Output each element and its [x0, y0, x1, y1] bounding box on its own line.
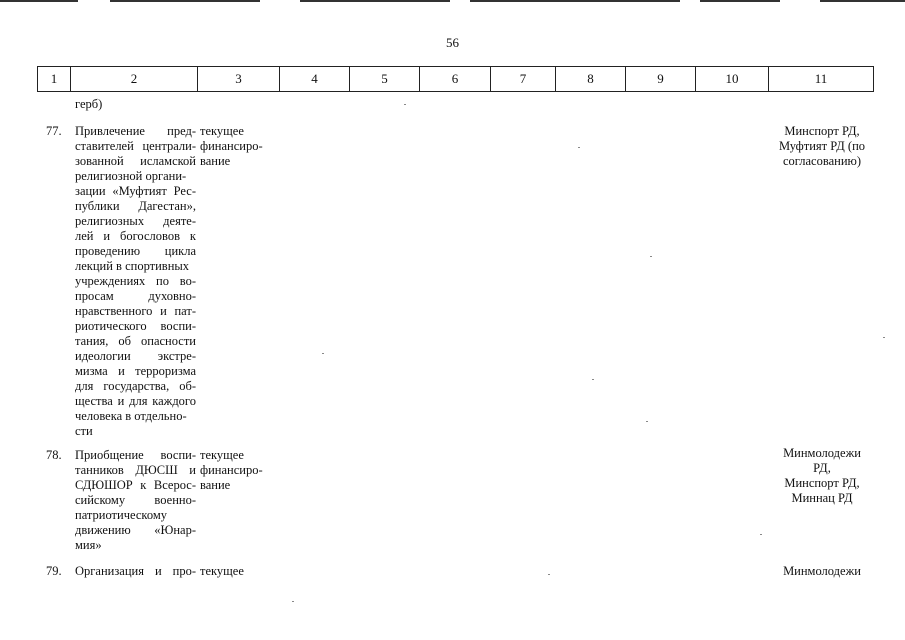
row-number: 79. — [46, 564, 62, 578]
header-col-7: 7 — [490, 67, 555, 91]
measure-line: религиозных деяте- — [75, 214, 196, 228]
measure-line: нравственного и пат- — [75, 304, 196, 318]
financing-line: текущее — [200, 124, 244, 138]
measure-line: тания, об опасности — [75, 334, 196, 348]
header-col-2: 2 — [70, 67, 197, 91]
header-col-10: 10 — [695, 67, 768, 91]
measure-line: движению «Юнар- — [75, 523, 196, 537]
measure-line: лекций в спортивных — [75, 259, 190, 273]
measure-line: танников ДЮСШ и — [75, 463, 196, 477]
measure-line: Организация и про- — [75, 564, 196, 578]
measure-line: патриотическому — [75, 508, 168, 522]
measure-line: для государства, об- — [75, 379, 196, 393]
header-col-4: 4 — [279, 67, 349, 91]
measure-line: публики Дагестан», — [75, 199, 196, 213]
measure-line: религиозной органи- — [75, 169, 187, 183]
continuation-text: герб) — [75, 97, 103, 111]
measure-line: просам духовно- — [75, 289, 196, 303]
page-number: 56 — [446, 35, 459, 50]
header-col-6: 6 — [419, 67, 490, 91]
financing-line: финансиро- — [200, 463, 263, 477]
financing-line: вание — [200, 154, 231, 168]
executor-line: Муфтият РД (по — [778, 139, 866, 153]
measure-line: сти — [75, 424, 93, 438]
executor-line: согласованию) — [782, 154, 862, 168]
executor-line: РД, — [813, 461, 831, 475]
executor-line: Минспорт РД, — [784, 124, 860, 138]
financing-line: финансиро- — [200, 139, 263, 153]
measure-line: зованной исламской — [75, 154, 196, 168]
executor-line: Миннац РД — [791, 491, 853, 505]
scan-edge-marks — [0, 0, 905, 3]
measure-line: мизма и терроризма — [75, 364, 196, 378]
header-col-5: 5 — [349, 67, 419, 91]
measure-line: риотического воспи- — [75, 319, 196, 333]
measure-line: мия» — [75, 538, 102, 552]
header-col-9: 9 — [625, 67, 695, 91]
measure-line: учреждениях по во- — [75, 274, 196, 288]
measure-line: СДЮШОР к Всерос- — [75, 478, 196, 492]
table-header-row — [37, 66, 874, 92]
header-col-8: 8 — [555, 67, 625, 91]
measure-line: Приобщение воспи- — [75, 448, 196, 462]
financing-line: текущее — [200, 448, 244, 462]
measure-line: лей и богословов к — [75, 229, 196, 243]
measure-line: щества и для каждого — [75, 394, 196, 408]
header-col-1: 1 — [37, 67, 70, 91]
executor-line: Минмолодежи — [783, 446, 861, 460]
measure-line: идеологии экстре- — [75, 349, 196, 363]
executor-line: Минмолодежи — [783, 564, 861, 578]
row-number: 77. — [46, 124, 62, 138]
executor-line: Минспорт РД, — [784, 476, 860, 490]
financing-line: текущее — [200, 564, 244, 578]
header-col-3: 3 — [197, 67, 279, 91]
financing-line: вание — [200, 478, 231, 492]
header-col-11: 11 — [768, 67, 874, 91]
measure-line: человека в отдельно- — [75, 409, 187, 423]
measure-line: Привлечение пред- — [75, 124, 196, 138]
measure-line: проведению цикла — [75, 244, 196, 258]
measure-line: сийскому военно- — [75, 493, 196, 507]
row-number: 78. — [46, 448, 62, 462]
measure-line: зации «Муфтият Рес- — [75, 184, 196, 198]
measure-line: ставителей централи- — [75, 139, 196, 153]
